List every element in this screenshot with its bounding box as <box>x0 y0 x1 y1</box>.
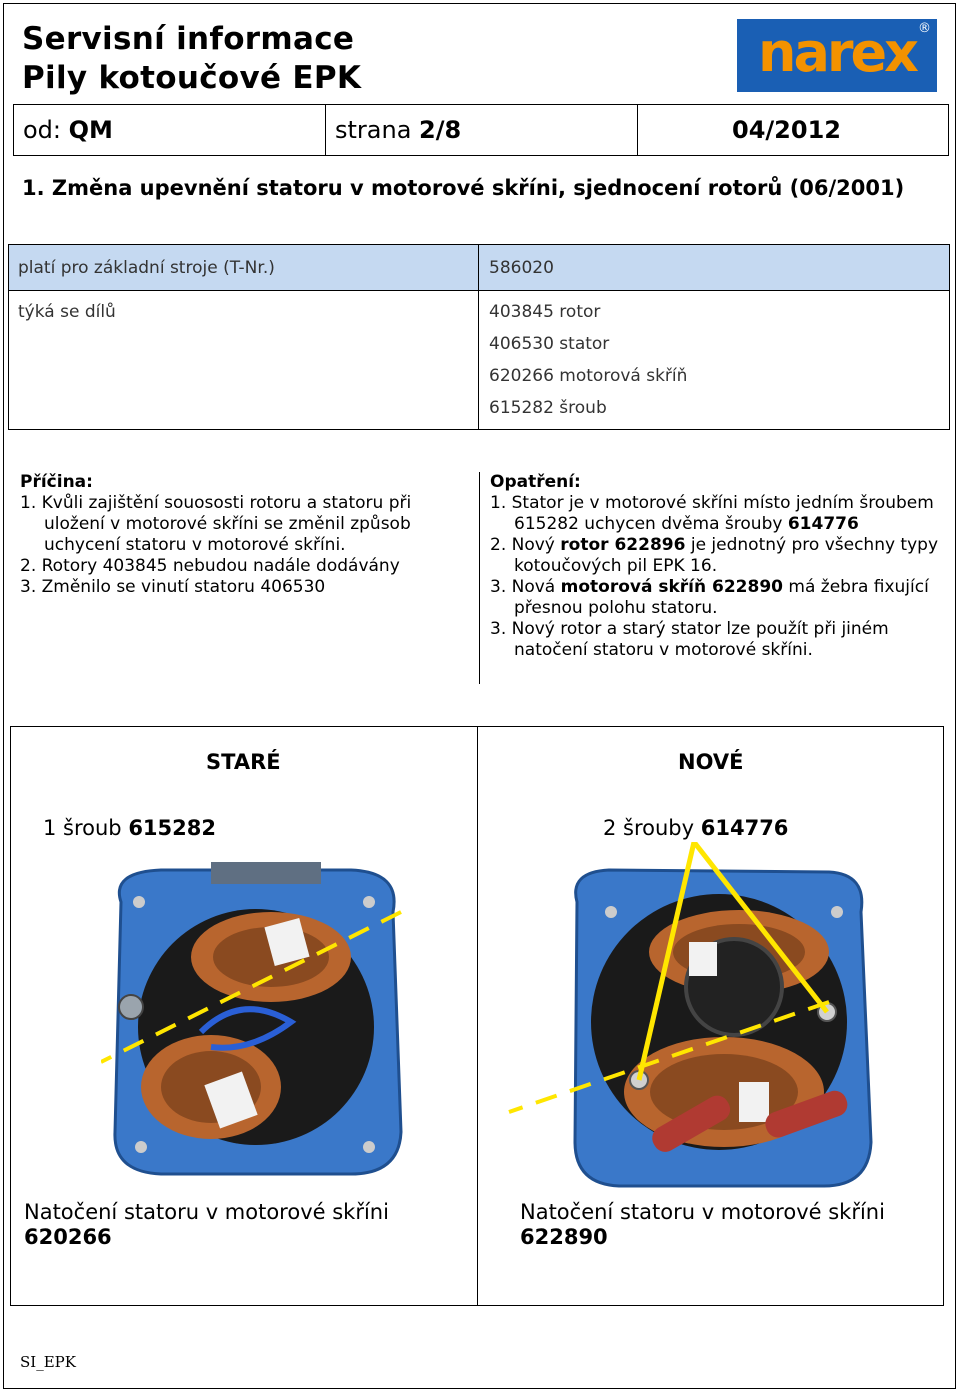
measure-item: 1. Stator je v motorové skříni místo jedním šroubem 615282 uchycen dvěma šrouby 614776 <box>490 493 934 534</box>
meta-table <box>13 104 949 156</box>
comparison-divider <box>477 727 478 1305</box>
measures-heading: Opatření: <box>490 472 581 492</box>
part-item: 403845 rotor <box>489 302 601 322</box>
cause-item: 1. Kvůli zajištění souososti rotoru a statoru při uložení v motorové skříni se změnil způsob uchycení statoru v motorové skříni. <box>20 493 412 555</box>
cause-item: 3. Změnilo se vinutí statoru 406530 <box>20 577 326 597</box>
meta-from-cell <box>14 105 326 155</box>
logo-text: narex <box>758 21 916 84</box>
measures-column <box>479 472 949 684</box>
section-heading: 1. Změna upevnění statoru v motorové skříni, sjednocení rotorů (06/2001) <box>22 176 905 200</box>
logo-registered-mark: ® <box>918 21 931 36</box>
part-item: 615282 šroub <box>489 398 607 418</box>
cause-item: 2. Rotory 403845 nebudou nadále dodávány <box>20 556 400 576</box>
applies-value: 586020 <box>489 258 554 278</box>
concerns-label: týká se dílů <box>18 302 116 322</box>
from-label: od: <box>23 116 62 144</box>
title-line-1: Servisní informace <box>22 21 355 57</box>
part-item: 406530 stator <box>489 334 610 354</box>
document-title <box>22 20 361 98</box>
old-subtitle: 1 šroub 615282 <box>43 816 216 840</box>
date-value: 04/2012 <box>732 116 841 144</box>
parts-table-divider <box>478 245 479 429</box>
measure-item: 2. Nový rotor 622896 je jednotný pro všechny typy kotoučových pil EPK 16. <box>490 535 939 576</box>
cause-column <box>20 472 475 598</box>
old-title: STARÉ <box>206 750 281 774</box>
title-line-2: Pily kotoučové EPK <box>22 60 362 96</box>
page-label: strana <box>335 116 412 144</box>
new-caption: Natočení statoru v motorové skříni 622890 <box>520 1200 885 1249</box>
page-value: 2/8 <box>419 116 462 144</box>
cause-heading: Příčina: <box>20 472 93 492</box>
from-value: QM <box>68 116 113 144</box>
new-motor-housing-photo <box>499 842 939 1202</box>
old-motor-housing-photo <box>101 862 411 1182</box>
measure-item: 3. Nový rotor a starý stator lze použít při jiném natočení statoru v motorové skříni. <box>490 619 889 660</box>
applies-label: platí pro základní stroje (T-Nr.) <box>18 258 275 278</box>
comparison-box <box>10 726 944 1306</box>
part-item: 620266 motorová skříň <box>489 366 688 386</box>
meta-page-cell <box>326 105 638 155</box>
new-subtitle: 2 šrouby 614776 <box>603 816 789 840</box>
narex-logo <box>737 19 937 92</box>
old-caption: Natočení statoru v motorové skříni 620266 <box>24 1200 389 1249</box>
footer-code: SI_EPK <box>20 1353 76 1371</box>
measure-item: 3. Nová motorová skříň 622890 má žebra fixující přesnou polohu statoru. <box>490 577 929 618</box>
meta-date-cell <box>638 105 948 155</box>
new-title: NOVÉ <box>678 750 744 774</box>
parts-table <box>8 244 950 430</box>
